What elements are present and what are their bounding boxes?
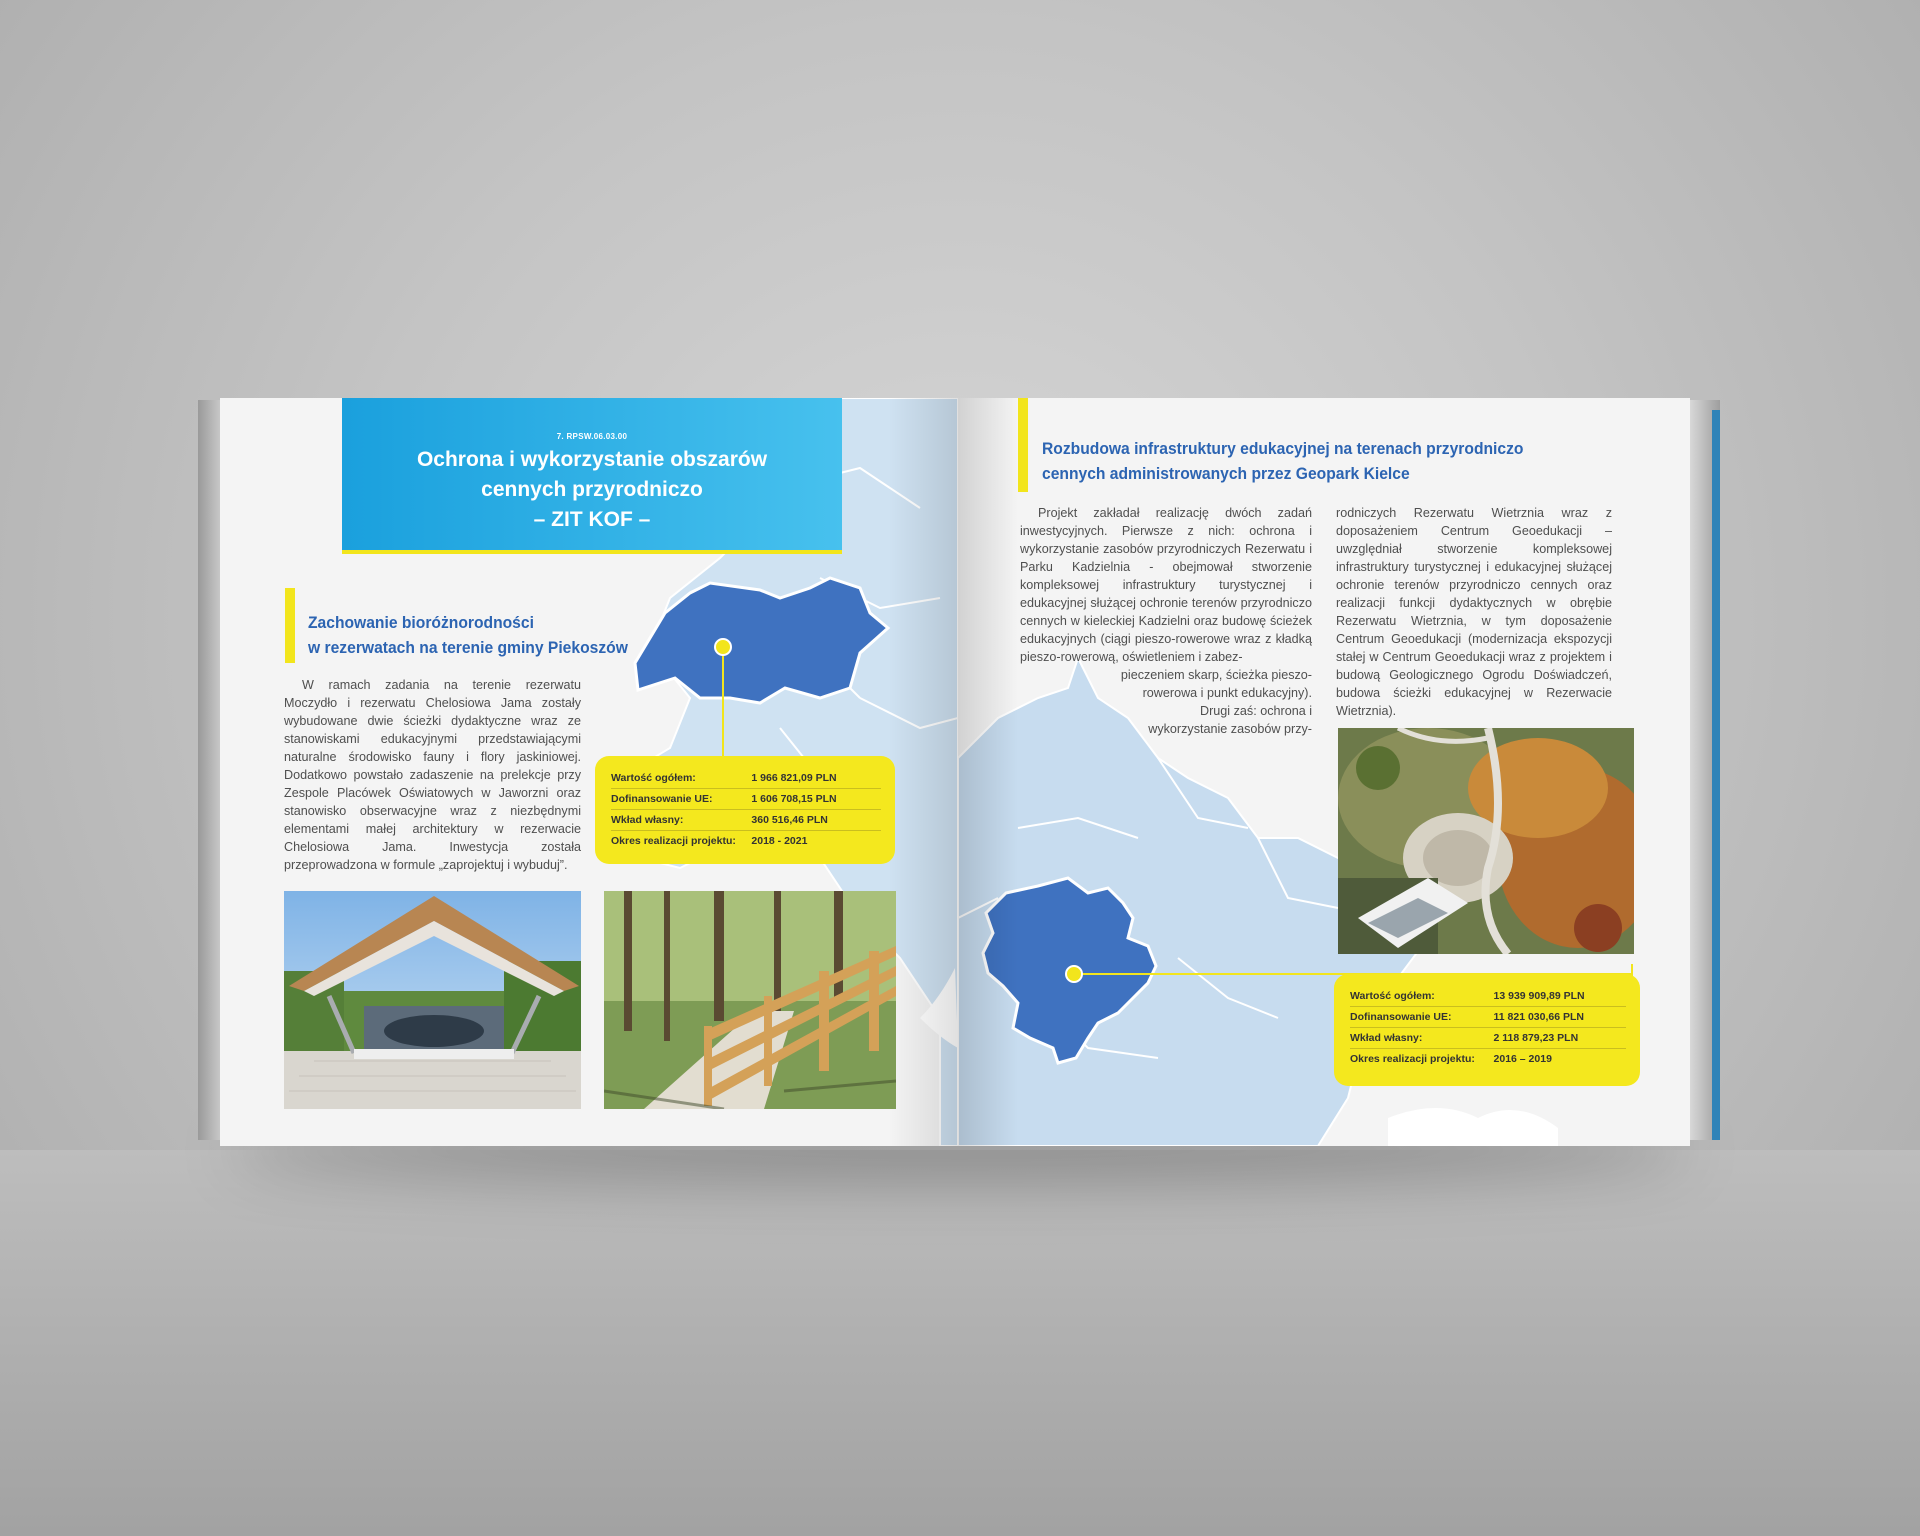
heading-accent-bar (1018, 398, 1028, 492)
pavilion-photo (284, 891, 581, 1109)
section-heading-line: cennych administrowanych przez Geopark Kielce (1042, 464, 1410, 483)
map-pin (1065, 965, 1083, 983)
book-cover-blue-edge (1712, 410, 1720, 1140)
info-label: Wkład własny: (1350, 1032, 1423, 1044)
info-row (1350, 1049, 1626, 1069)
info-label: Okres realizacji projektu: (1350, 1053, 1475, 1065)
page-gutter-shadow (958, 398, 1018, 1146)
info-row (611, 810, 881, 831)
chapter-title-line: Ochrona i wykorzystanie obszarów (416, 448, 768, 471)
info-label: Wkład własny: (611, 814, 684, 826)
info-value: 2016 – 2019 (1493, 1053, 1552, 1065)
info-row (1350, 1028, 1626, 1049)
section-heading-line: w rezerwatach na terenie gminy Piekoszów (308, 638, 628, 657)
left-page (220, 398, 958, 1146)
section-heading-line: Rozbudowa infrastruktury edukacyjnej na terenach przyrodniczo (1042, 439, 1524, 458)
chapter-title-line: – ZIT KOF – (533, 508, 651, 531)
background-floor (0, 1150, 1920, 1536)
pavilion-photo-art (284, 891, 581, 1109)
section-body-text: rodniczych Rezerwatu Wietrznia wraz z doposażeniem Centrum Geoedukacji – uwzględniał stworzenie kompleksowej infrastruktury turystycznej i edukacyjnej służącej ochronie terenów przyrodniczo cennych oraz realizacji funkcji dydaktycznych w obrębie Rezerwatu Wietrznia, w tym doposażenie Centrum Geoedukacji (modernizacja ekspozycji stałej w Centrum Geoedukacji wraz z projektem i budową Geologicznego Ogrodu Doświadczeń, budowa ścieżki edukacyjnej w Rezerwacie Wietrznia). (1336, 506, 1612, 718)
info-value: 2018 - 2021 (751, 835, 808, 847)
info-label: Dofinansowanie UE: (611, 793, 713, 805)
section-heading (1042, 436, 1557, 486)
info-row (611, 789, 881, 810)
info-label: Okres realizacji projektu: (611, 835, 736, 847)
chapter-title-box (342, 398, 842, 550)
map-pin-line (722, 648, 724, 758)
info-value: 1 606 708,15 PLN (751, 793, 837, 805)
chapter-title (342, 445, 842, 535)
info-row (611, 831, 881, 851)
chapter-title-line: cennych przyrodniczo (481, 478, 703, 501)
forest-fence-photo (604, 891, 896, 1109)
map-pin (714, 638, 732, 656)
info-label: Wartość ogółem: (1350, 990, 1435, 1002)
info-value: 1 966 821,09 PLN (751, 772, 837, 784)
info-value: 13 939 909,89 PLN (1493, 990, 1585, 1002)
info-row (1350, 986, 1626, 1007)
section-body-text: pieczeniem skarp, ścieżka pieszo-rowerowa i punkt edukacyjny). Drugi zaś: ochrona i wykorzystanie zasobów przy- (1120, 668, 1312, 736)
section-heading-line: Zachowanie bioróżnorodności (308, 613, 534, 632)
forest-fence-photo-art (604, 891, 896, 1109)
section-heading (308, 610, 676, 660)
section-body-text: W ramach zadania na terenie rezerwatu Moczydło i rezerwatu Chelosiowa Jama zostały wybudowane dwie ścieżki dydaktyczne wraz ze stanowiskami edukacyjnymi przedstawiającymi naturalne środowisko fauny i flory jaskiniowej. Dodatkowo powstało zadaszenie na prelekcje przy Zespole Placówek Oświatowych w Jaworzni oraz stanowisko obserwacyjne wraz z niezbędnymi elementami małej architektury w rezerwacie Chelosiowa Jama. Inwestycja została przeprowadzona w formule „zaprojektuj i wybuduj”. (284, 678, 581, 872)
page-gutter-shadow (888, 398, 958, 1146)
project-info-box (1334, 974, 1640, 1086)
info-value: 11 821 030,66 PLN (1493, 1011, 1585, 1023)
info-row (611, 768, 881, 789)
info-label: Dofinansowanie UE: (1350, 1011, 1452, 1023)
quarry-aerial-photo (1338, 728, 1634, 954)
section-body-text: Projekt zakładał realizację dwóch zadań inwestycyjnych. Pierwsze z nich: ochrona i wykorzystanie zasobów przyrodniczych Rezerwatu i Parku Kadzielnia - obejmował stworzenie kompleksowej infrastruktury turystycznej i edukacyjnej służącej ochronie terenów przyrodniczo cennych w kieleckiej Kadzielni oraz budowę ścieżek edukacyjnych (ciągi pieszo-rowerowe wraz z kładką pieszo-rowerową, oświetleniem i zabez- (1020, 506, 1312, 664)
info-label: Wartość ogółem: (611, 772, 696, 784)
project-info-box (595, 756, 895, 864)
heading-accent-bar (285, 588, 295, 663)
program-code: 7. RPSW.06.03.00 (556, 432, 628, 441)
quarry-aerial-photo-art (1338, 728, 1634, 954)
info-value: 360 516,46 PLN (751, 814, 828, 826)
right-page (958, 398, 1690, 1146)
info-value: 2 118 879,23 PLN (1493, 1032, 1579, 1044)
info-row (1350, 1007, 1626, 1028)
map-cloud (1388, 1108, 1558, 1146)
